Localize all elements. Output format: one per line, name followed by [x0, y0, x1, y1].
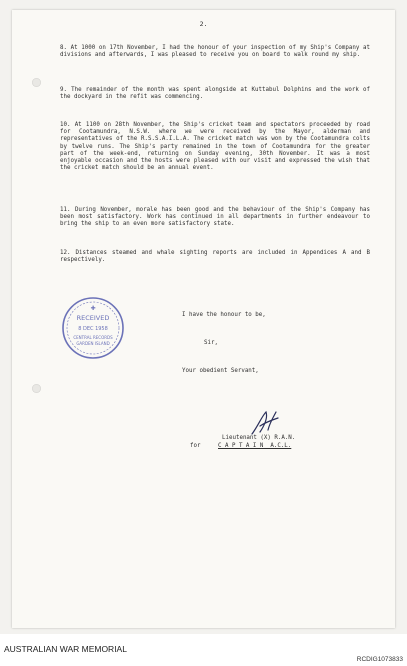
- svg-text:✚: ✚: [90, 305, 96, 312]
- paragraph-number: 9.: [60, 87, 67, 93]
- stamp-date-text: 8 DEC 1958: [78, 326, 108, 332]
- paragraph-text: During November, morale has been good and the behaviour of the Ship's Company has been most satisfactory. Work has continued in all departments in further endeavour to bring the ship to an even more satisfactory state.: [60, 207, 370, 228]
- paragraph-10: [60, 122, 370, 172]
- page-number: 2.: [199, 20, 208, 28]
- archive-footer: [0, 634, 407, 666]
- paragraph-text: At 1000 on 17th November, I had the honour of your inspection of my Ship's Company at divisions and afterwards, I was pleased to receive you on board to walk round my ship.: [60, 45, 370, 59]
- signatory-rank: Lieutenant (X) R.A.N.: [222, 435, 296, 441]
- document-page: [12, 10, 395, 628]
- handwritten-signature: [248, 408, 282, 438]
- paragraph-number: 10.: [60, 122, 71, 128]
- paragraph-8: [60, 45, 370, 59]
- institution-name: AUSTRALIAN WAR MEMORIAL: [4, 644, 127, 654]
- stamp-office-text: CENTRAL RECORDS: [73, 335, 113, 340]
- paragraph-11: [60, 207, 370, 229]
- paragraph-9: [60, 87, 370, 101]
- paragraph-number: 8.: [60, 45, 67, 51]
- paragraph-number: 12.: [60, 250, 71, 256]
- punch-hole: [32, 78, 41, 87]
- paragraph-text: At 1100 on 28th November, the Ship's cricket team and spectators proceeded by road for Cootamundra, N.S.W. where we were received by the Mayor, alderman and representatives of the R.S.S.A.I.L.A. The cricket match was won by the Cootamundra colts by twelve runs. The Ship's party remained in the town of Cootamundra for the greater part of the week-end, returning on Sunday evening, 30th November. It was a most enjoyable occasion and the hosts were pleased with our visit and expressed the wish that the cricket match should be an annual event.: [60, 122, 370, 172]
- received-stamp: [60, 295, 126, 361]
- paragraph-text: Distances steamed and whale sighting reports are included in Appendices A and B respectively.: [60, 250, 370, 264]
- closing-line-sir: Sir,: [204, 340, 218, 346]
- stamp-location-text: GARDEN ISLAND: [76, 341, 110, 346]
- paragraph-12: [60, 250, 370, 264]
- record-id: RCDIG1073833: [356, 656, 403, 663]
- punch-hole: [32, 384, 41, 393]
- stamp-received-text: RECEIVED: [76, 314, 110, 322]
- captain-designation: C A P T A I N A.C.L.: [218, 443, 292, 449]
- paragraph-number: 11.: [60, 207, 71, 213]
- closing-line-honour: I have the honour to be,: [182, 312, 266, 318]
- for-label: for: [190, 443, 201, 449]
- paragraph-text: The remainder of the month was spent alongside at Kuttabul Dolphins and the work of the dockyard in the refit was commencing.: [60, 87, 370, 101]
- closing-line-servant: Your obedient Servant,: [182, 368, 259, 374]
